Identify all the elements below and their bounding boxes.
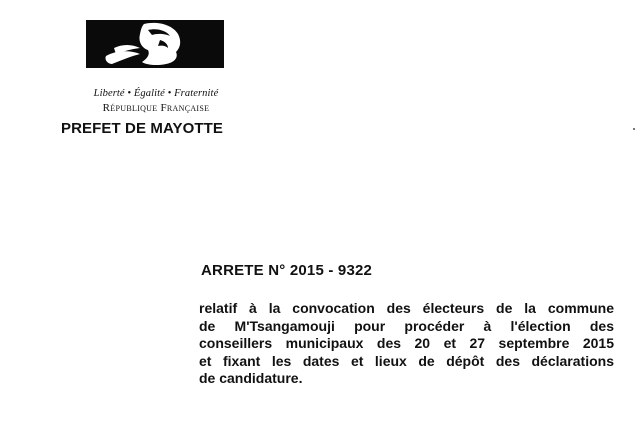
republic-name: République Française — [102, 102, 210, 114]
subject-line: de candidature. — [199, 370, 303, 386]
subject-line: conseillers municipaux des 20 et 27 septembre 2015 — [199, 335, 614, 351]
subject-line: relatif à la convocation des électeurs de la commune — [199, 300, 614, 316]
scan-speck — [633, 128, 635, 130]
marianne-logo — [86, 20, 224, 68]
subject-line: et fixant les dates et lieux de dépôt des déclarations — [199, 352, 614, 369]
decree-subject — [199, 300, 614, 388]
decree-title: ARRETE N° 2015 - 9322 — [201, 262, 373, 279]
subject-line: de M'Tsangamouji pour procéder à l'élection des — [199, 317, 614, 334]
issuer-heading: PREFET DE MAYOTTE — [61, 120, 223, 137]
republic-motto: Liberté • Égalité • Fraternité — [93, 88, 219, 99]
